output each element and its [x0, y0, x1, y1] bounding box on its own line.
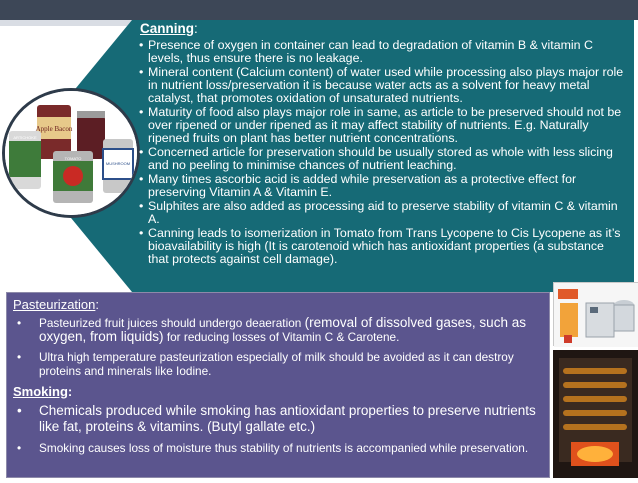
canning-item: • Canning leads to isomerization in Tomato from Trans Lycopene to Cis Lycopene as it’s bioavailability is high (It is carotenoid which has antioxidant properties (a substance that protects against cell damage).	[138, 227, 626, 266]
smoking-list	[13, 403, 543, 455]
can-label-artichoke: ARTICHOKE	[13, 135, 37, 140]
canning-item: • Sulphites are also added as processing aid to preserve stability of vitamin C & vitamin A.	[138, 200, 626, 226]
canning-item: • Presence of oxygen in container can lead to degradation of vitamin B & vitamin C levels, thus ensure there is no leakage.	[138, 39, 626, 65]
pasteurization-list	[13, 316, 543, 378]
can-label-apple: Apple Bacon	[35, 125, 73, 133]
smoking-heading: Smoking:	[13, 384, 73, 399]
smoking-item: • Chemicals produced while smoking has antioxidant properties to preserve nutrients like fat, proteins & vitamins. (Butyl gallate etc.)	[13, 403, 543, 435]
canned-food-image	[2, 88, 140, 218]
can-label-tomato: TOMATO	[64, 156, 82, 161]
canning-item: • Mineral content (Calcium content) of water used while processing also plays major role in nutrient loss/preservation it is because water acts as a solvent for heavy metal catalyst, that promotes oxidation of unsaturated nutrients.	[138, 66, 626, 105]
smoking-oven-image	[553, 350, 638, 478]
pasteurization-smoking-panel	[6, 292, 550, 478]
canning-item: • Maturity of food also plays major role in same, as article to be preserved should not be over ripened or under ripened as it may affect stability of nutrients. E.g. Naturally ripened fruits on plant has better nutrient concentrations.	[138, 106, 626, 145]
can-label-mushroom: MUSHROOM	[105, 161, 131, 166]
canning-heading: Canning:	[140, 21, 198, 36]
pasteurization-heading: Pasteurization:	[13, 297, 100, 312]
pasteurization-item: • Ultra high temperature pasteurization especially of milk should be avoided as it can destroy proteins and minerals like Iodine.	[13, 350, 543, 378]
pasteurizer-machine-image	[553, 282, 638, 346]
pasteurization-item: • Pasteurized fruit juices should undergo deaeration (removal of dissolved gases, such as oxygen, from liquids) for reducing losses of Vitamin C & Carotene.	[13, 316, 543, 344]
canning-section	[138, 20, 626, 292]
canning-item: • Concerned article for preservation should be usually stored as whole with less slicing and no peeling to minimise chances of nutrient leaching.	[138, 146, 626, 172]
canning-item: • Many times ascorbic acid is added while preservation as a protective effect for preserving Vitamin A & Vitamin E.	[138, 173, 626, 199]
canning-list	[138, 39, 626, 266]
smoking-item: • Smoking causes loss of moisture thus stability of nutrients is accompanied while preservation.	[13, 441, 543, 455]
